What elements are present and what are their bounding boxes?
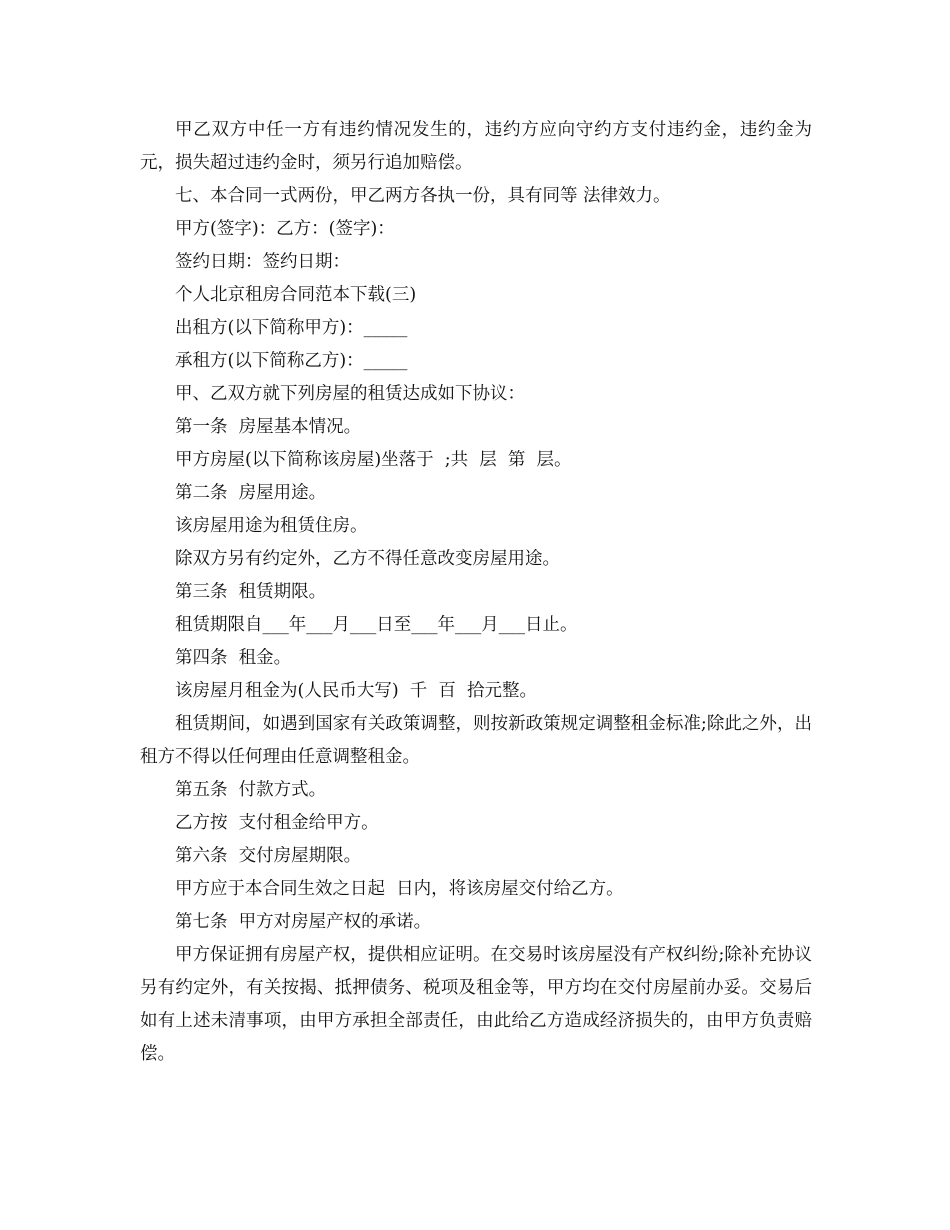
document-body [140, 114, 812, 1071]
article-6-body: 甲方应于本合同生效之日起 日内，将该房屋交付给乙方。 [175, 879, 624, 899]
article-3-heading: 第三条 租赁期限。 [175, 582, 327, 602]
article-5-body: 乙方按 支付租金给甲方。 [175, 813, 379, 833]
paragraph-signing-date: 签约日期：签约日期： [175, 252, 350, 272]
article-6-heading: 第六条 交付房屋期限。 [175, 846, 362, 866]
article-2-body-2: 除双方另有约定外，乙方不得任意改变房屋用途。 [175, 549, 560, 569]
article-4-body-1: 该房屋月租金为(人民币大写) 千 百 拾元整。 [175, 681, 538, 701]
paragraph-breach-penalty: 甲乙双方中任一方有违约情况发生的，违约方应向守约方支付违约金，违约金为元，损失超过违约金时，须另行追加赔偿。 [140, 120, 812, 173]
article-2-heading: 第二条 房屋用途。 [175, 483, 327, 503]
article-7-heading: 第七条 甲方对房屋产权的承诺。 [175, 912, 432, 932]
paragraph-signatures: 甲方(签字)：乙方：(签字)： [175, 219, 395, 239]
article-5-heading: 第五条 付款方式。 [175, 780, 327, 800]
article-4-heading: 第四条 租金。 [175, 648, 292, 668]
paragraph-lessee: 承租方(以下简称乙方)：_____ [175, 351, 408, 371]
section-title: 个人北京租房合同范本下载(三) [175, 285, 417, 305]
article-3-body: 租赁期限自___年___月___日至___年___月___日止。 [175, 615, 578, 635]
article-1-heading: 第一条 房屋基本情况。 [175, 417, 362, 437]
article-7-body: 甲方保证拥有房屋产权，提供相应证明。在交易时该房屋没有产权纠纷;除补充协议另有约定外，有关按揭、抵押债务、税项及租金等，甲方均在交付房屋前办妥。交易后如有上述未清事项，由甲方承担全部责任，由此给乙方造成经济损失的，由甲方负责赔偿。 [140, 945, 812, 1064]
paragraph-copies-clause: 七、本合同一式两份，甲乙两方各执一份，具有同等 法律效力。 [175, 186, 671, 206]
paragraph-agreement-intro: 甲、乙双方就下列房屋的租赁达成如下协议： [175, 384, 525, 404]
article-4-body-2: 租赁期间，如遇到国家有关政策调整，则按新政策规定调整租金标准;除此之外，出租方不得以任何理由任意调整租金。 [140, 714, 812, 767]
article-2-body-1: 该房屋用途为租赁住房。 [175, 516, 368, 536]
paragraph-lessor: 出租方(以下简称甲方)：_____ [175, 318, 408, 338]
article-1-body: 甲方房屋(以下简称该房屋)坐落于 ;共 层 第 层。 [175, 450, 572, 470]
